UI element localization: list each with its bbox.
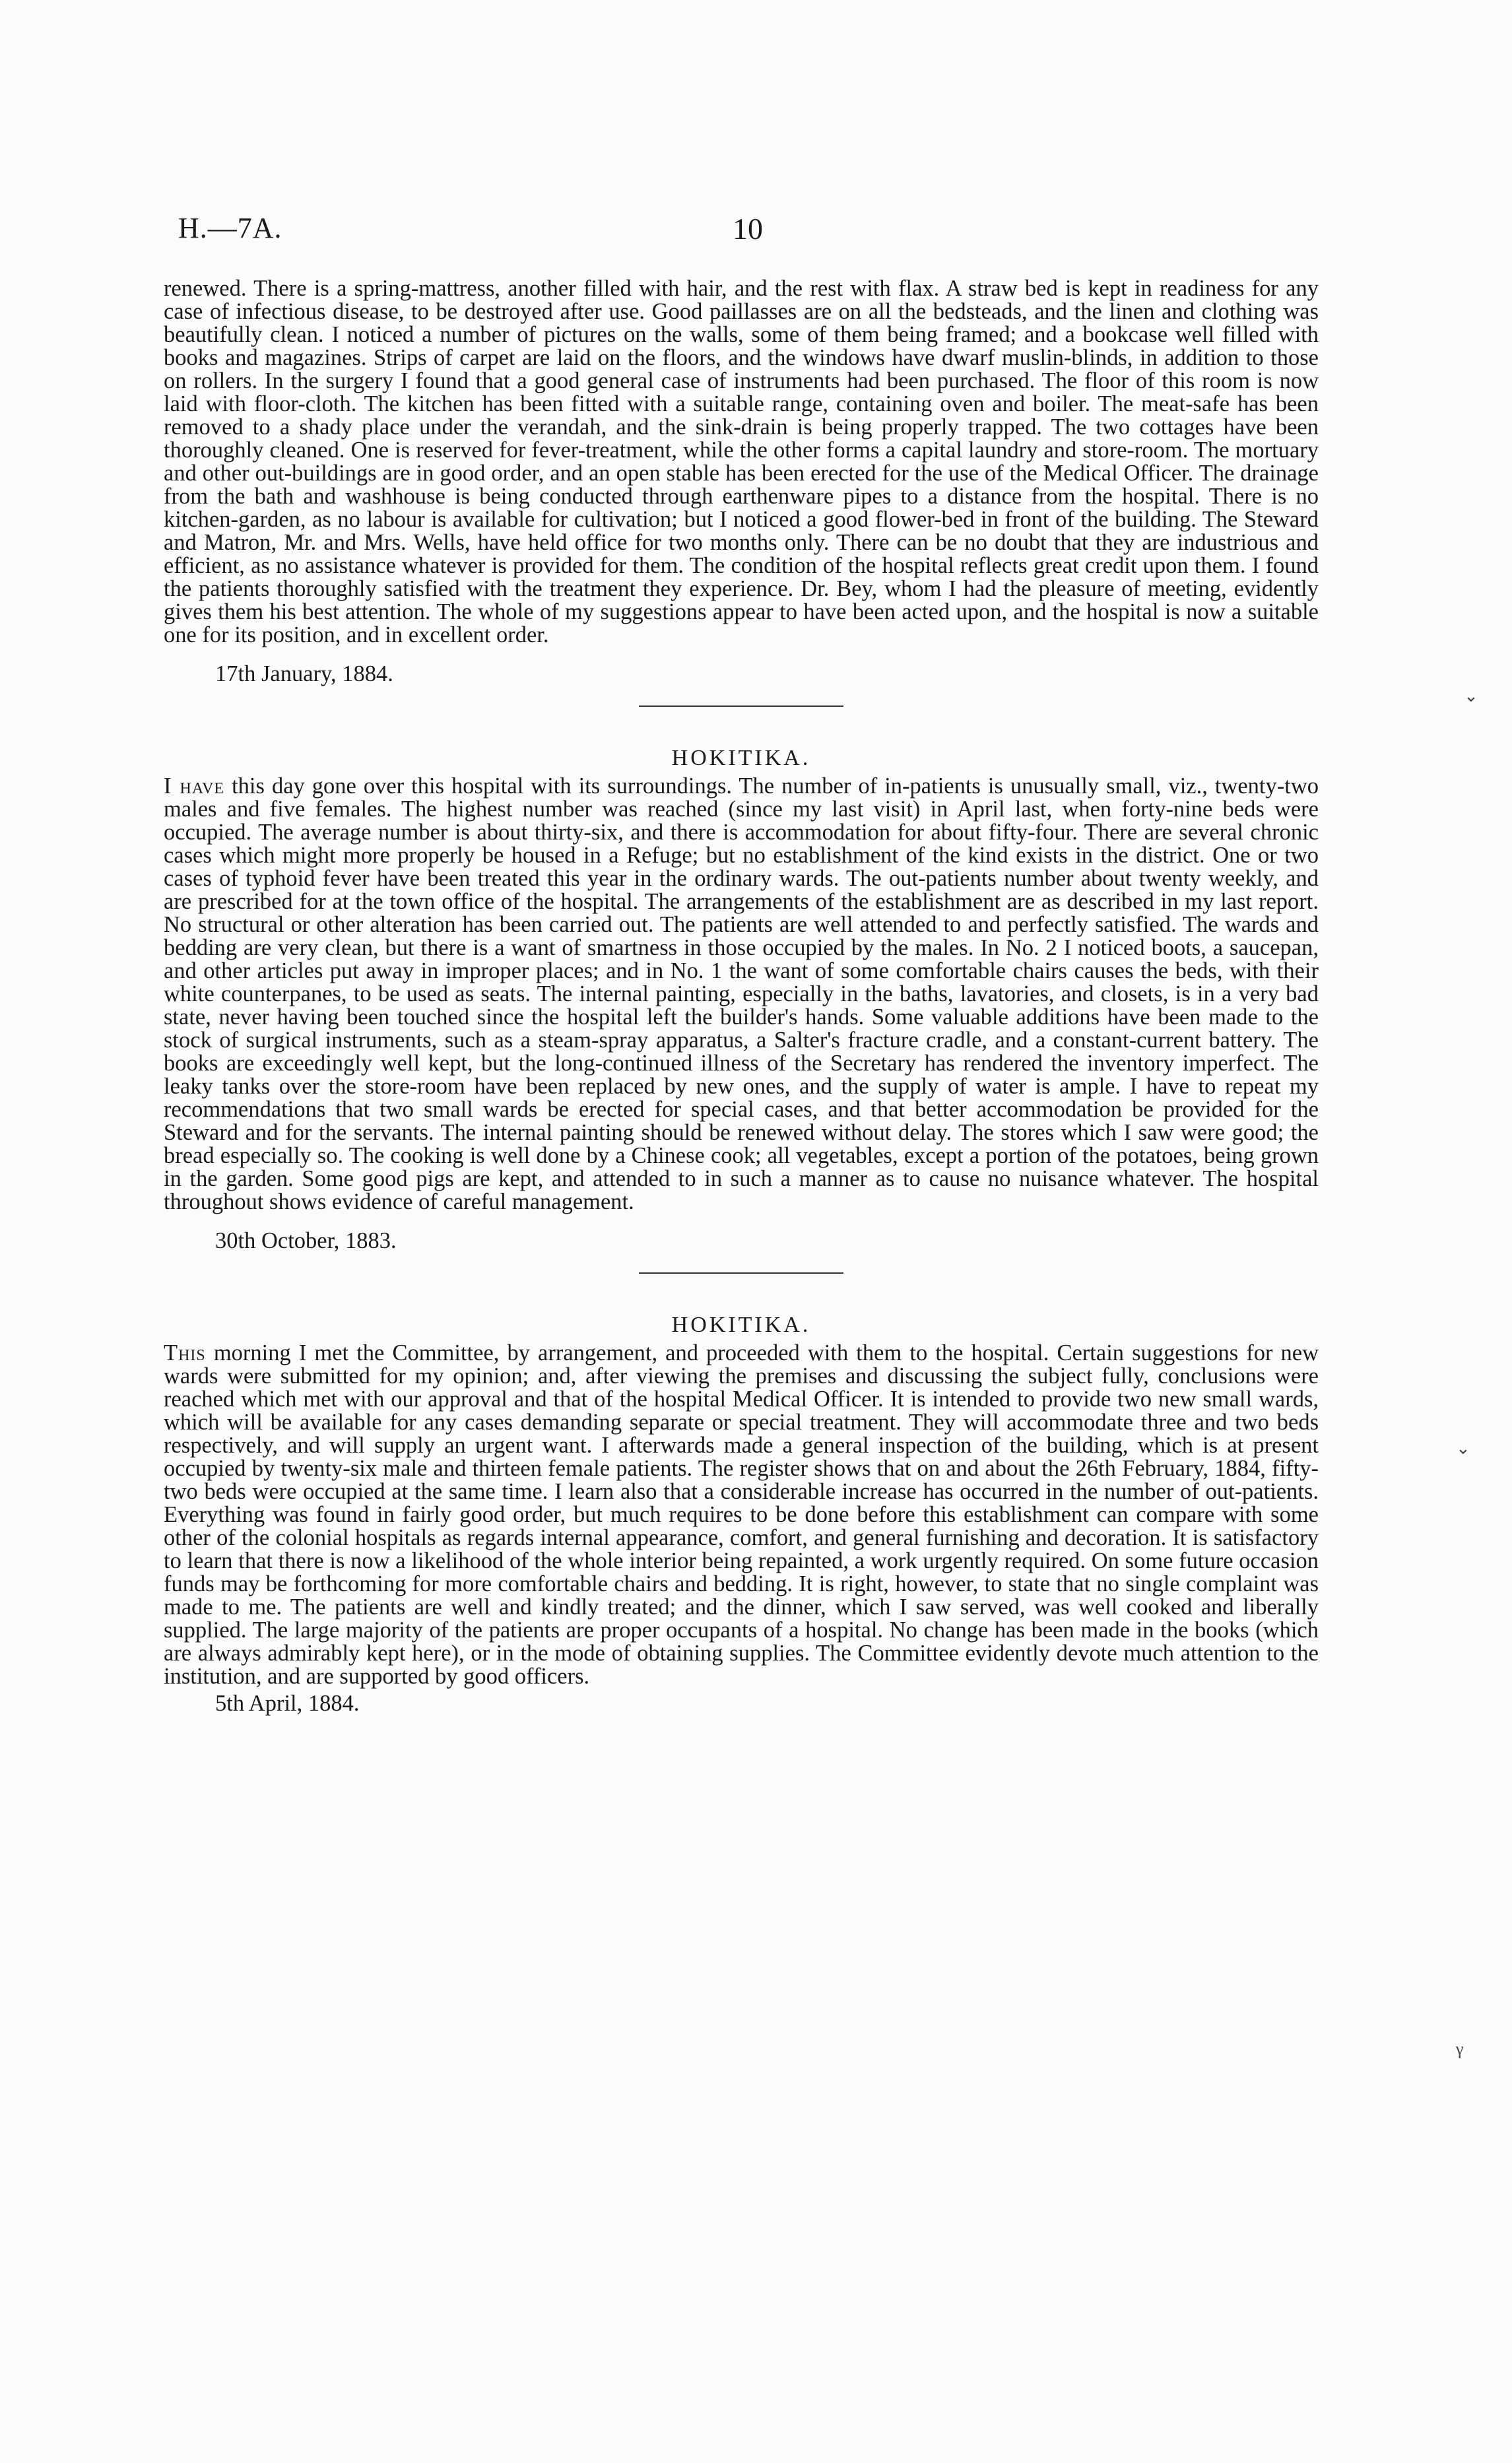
report-date: 30th October, 1883. [215,1228,397,1253]
paragraph-text: this day gone over this hospital with its surroundings. The number of in-patients is unusually small, viz., twenty-two males and five females. The highest number was reached (since my last visit) in April last, when forty-nine beds were occupied. The average number is about thirty-six, and there is accommodation for about fifty-four. There are several chronic cases which might more properly be housed in a Refuge; but no establishment of the kind exists in the district. One or two cases of typhoid fever have been treated this year in the ordinary wards. The out-patients number about twenty weekly, and are prescribed for at the town office of the hospital. The arrangements of the establishment are as described in my last report. No structural or other alteration has been carried out. The patients are well attended to and perfectly satisfied. The wards and bedding are very clean, but there is a want of smartness in those occupied by the males. In No. 2 I noticed boots, a saucepan, and other articles put away in improper places; and in No. 1 the want of some comfortable chairs causes the beds, with their white counterpanes, to be used as seats. The internal painting, especially in the baths, lavatories, and closets, is in a very bad state, never having been touched since the hospital left the builder's hands. Some valuable additions have been made to the stock of surgical instruments, such as a steam-spray apparatus, a Salter's fracture cradle, and a constant-current battery. The books are exceedingly well kept, but the long-continued illness of the Secretary has rendered the inventory imperfect. The leaky tanks over the store-room have been replaced by new ones, and the supply of water is ample. I have to repeat my recommendations that two small wards be erected for special cases, and that better accommodation be provided for the Steward and for the servants. The internal painting should be renewed without delay. The stores which I saw were good; the bread especially so. The cooking is well done by a Chinese cook; all vegetables, except a portion of the potatoes, being grown in the garden. Some good pigs are kept, and attended to in such a manner as to cause no nuisance whatever. The hospital throughout shows evidence of careful management. [164,773,1319,1214]
margin-mark-icon: γ [1456,2039,1464,2058]
report-date: 17th January, 1884. [215,661,393,686]
report-section [164,277,1319,686]
document-reference: H.—7A. [178,212,282,244]
report-section [164,746,1319,1253]
margin-mark-icon: ⌄ [1464,686,1478,706]
section-divider [639,1272,843,1274]
report-paragraph [164,775,1319,1214]
report-date: 5th April, 1884. [215,1691,360,1716]
page-number: 10 [733,212,763,246]
section-heading: HOKITIKA. [671,746,811,770]
section-divider [639,706,843,707]
paragraph-lead: This [164,1340,206,1365]
paragraph-text: morning I met the Committee, by arrangement, and proceeded with them to the hospital. Certain suggestions for new wards were submitted for my opinion; and, after viewing the premises and discussing the subject fully, conclusions were reached which met with our approval and that of the hospital Medical Officer. It is intended to provide two new small wards, which will be available for any cases demanding separate or special treatment. They will accommodate three and two beds respectively, and will supply an urgent want. I afterwards made a general inspection of the building, which is at present occupied by twenty-six male and thirteen female patients. The register shows that on and about the 26th February, 1884, fifty-two beds were occupied at the same time. I learn also that a considerable increase has occurred in the number of out-patients. Everything was found in fairly good order, but much requires to be done before this establishment can compare with some other of the colonial hospitals as regards internal appearance, comfort, and general furnishing and decoration. It is satisfactory to learn that there is now a likelihood of the whole interior being repainted, a work urgently required. On some future occasion funds may be forthcoming for more comfortable chairs and bedding. It is right, however, to state that no single complaint was made to me. The patients are well and kindly treated; and the dinner, which I saw served, was well cooked and liberally supplied. The large majority of the patients are proper occupants of a hospital. No change has been made in the books (which are always admirably kept here), or in the mode of obtaining supplies. The Committee evidently devote much attention to the institution, and are supported by good officers. [164,1340,1319,1689]
paragraph-lead: I have [164,773,225,799]
report-body [164,277,1319,1715]
report-paragraph [164,1342,1319,1688]
section-heading: HOKITIKA. [671,1313,811,1337]
margin-mark-icon: ⌄ [1456,1439,1470,1458]
page-header [178,211,1333,251]
report-section [164,1313,1319,1715]
report-paragraph: renewed. There is a spring-mattress, another filled with hair, and the rest with flax. A straw bed is kept in readiness for any case of infectious disease, to be destroyed after use. Good paillasses are on all the bedsteads, and the linen and clothing was beautifully clean. I noticed a number of pictures on the walls, some of them being framed; and a bookcase well filled with books and magazines. Strips of carpet are laid on the floors, and the windows have dwarf muslin-blinds, in addition to those on rollers. In the surgery I found that a good general case of instruments had been purchased. The floor of this room is now laid with floor-cloth. The kitchen has been fitted with a suitable range, containing oven and boiler. The meat-safe has been removed to a shady place under the verandah, and the sink-drain is being properly trapped. The two cottages have been thoroughly cleaned. One is reserved for fever-treatment, while the other forms a capital laundry and store-room. The mortuary and other out-buildings are in good order, and an open stable has been erected for the use of the Medical Officer. The drainage from the bath and washhouse is being conducted through earthenware pipes to a distance from the hospital. There is no kitchen-garden, as no labour is available for cultivation; but I noticed a good flower-bed in front of the building. The Steward and Matron, Mr. and Mrs. Wells, have held office for two months only. There can be no doubt that they are industrious and efficient, as no assistance whatever is provided for them. The condition of the hospital reflects great credit upon them. I found the patients thoroughly satisfied with the treatment they experience. Dr. Bey, whom I had the pleasure of meeting, evidently gives them his best attention. The whole of my suggestions appear to have been acted upon, and the hospital is now a suitable one for its position, and in excellent order. [164,276,1319,647]
